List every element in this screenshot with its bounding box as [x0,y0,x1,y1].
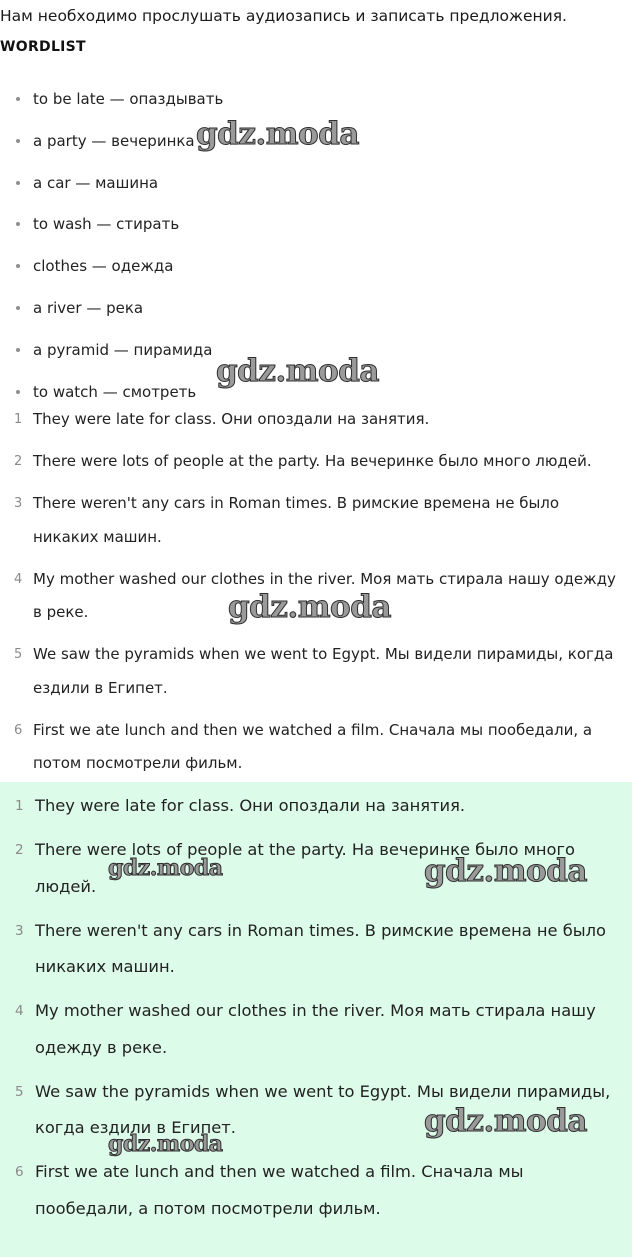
item-number: 2 [14,454,23,469]
item-number: 1 [14,412,23,427]
bullet-icon [16,264,20,268]
item-number: 6 [14,722,23,738]
item-number: 1 [15,798,24,814]
answer-block [0,782,632,1257]
item-number: 4 [15,1003,24,1019]
bullet-icon [16,348,20,352]
wordlist-item-text: to watch — смотреть [33,382,197,401]
answer-text: They were late for class. Они опоздали на занятия. [35,796,466,815]
wordlist-item [0,78,223,120]
wordlist-item [0,203,223,245]
wordlist-item [0,329,223,371]
bullet-icon [16,181,20,185]
sentence-item [0,638,632,705]
answer-text: First we ate lunch and then we watched a film. Сначала мы пообедали, а потом посмотрели фильм. [35,1162,524,1218]
bullet-icon [16,139,20,143]
wordlist-item-text: clothes — одежда [33,257,174,276]
bullet-icon [16,390,20,394]
sentence-item [0,714,632,781]
answer-item [0,993,632,1066]
watermark: gdz.moda [424,853,587,889]
answer-item [0,788,632,825]
wordlist [0,78,223,412]
wordlist-item-text: a car — машина [33,173,159,192]
sentence-text: First we ate lunch and then we watched a film. Сначала мы пообедали, а потом посмотрели фильм. [33,720,593,772]
wordlist-item-text: a river — река [33,298,144,317]
wordlist-item-text: to be late — опаздывать [33,90,224,108]
item-number: 2 [15,842,24,858]
sentence-item [0,403,632,437]
sentence-item [0,563,632,630]
sentence-text: We saw the pyramids when we went to Egypt. Мы видели пирамиды, когда ездили в Египет. [33,645,614,697]
item-number: 5 [14,647,23,662]
sentence-item [0,445,632,479]
wordlist-item [0,287,223,329]
bullet-icon [16,306,20,310]
bullet-icon [16,97,20,101]
item-number: 5 [15,1083,24,1100]
wordlist-item [0,120,223,162]
wordlist-heading: WORDLIST [0,39,86,55]
answer-item [0,913,632,986]
item-number: 6 [15,1164,24,1180]
wordlist-item-text: to wash — стирать [33,215,180,234]
wordlist-item [0,162,223,204]
item-number: 3 [14,496,23,511]
sentence-list [0,403,632,789]
watermark: gdz.moda [196,116,359,152]
answer-list [0,782,632,1227]
item-number: 4 [14,571,23,587]
watermark: gdz.moda [228,589,391,625]
sentence-text: They were late for class. Они опоздали на занятия. [33,410,430,428]
watermark: gdz.moda [108,855,223,881]
answer-text: We saw the pyramids when we went to Egypt. Мы видели пирамиды, когда ездили в Египет. [35,1081,611,1137]
wordlist-item-text: a party — вечеринка [33,131,195,150]
item-number: 3 [15,922,24,939]
answer-item [0,1154,632,1227]
answer-text: There weren't any cars in Roman times. В римские времена не было никаких машин. [35,920,606,976]
sentence-item [0,487,632,554]
wordlist-item [0,245,223,287]
answer-text: There were lots of people at the party. На вечеринке было много людей. [35,840,575,896]
wordlist-item-text: a pyramid — пирамида [33,340,213,359]
answer-text: My mother washed our clothes in the river. Моя мать стирала нашу одежду в реке. [35,1001,596,1057]
watermark: gdz.moda [108,1131,223,1157]
bullet-icon [16,222,20,226]
sentence-text: There were lots of people at the party. На вечеринке было много людей. [33,452,592,470]
sentence-text: There weren't any cars in Roman times. В римские времена не было никаких машин. [33,494,560,546]
watermark: gdz.moda [216,353,379,389]
watermark: gdz.moda [424,1103,587,1139]
answer-item [0,1074,632,1147]
intro-text: Нам необходимо прослушать аудиозапись и записать предложения. [0,7,567,25]
sentence-text: My mother washed our clothes in the river. Моя мать стирала нашу одежду в реке. [33,569,616,621]
answer-item [0,832,632,905]
